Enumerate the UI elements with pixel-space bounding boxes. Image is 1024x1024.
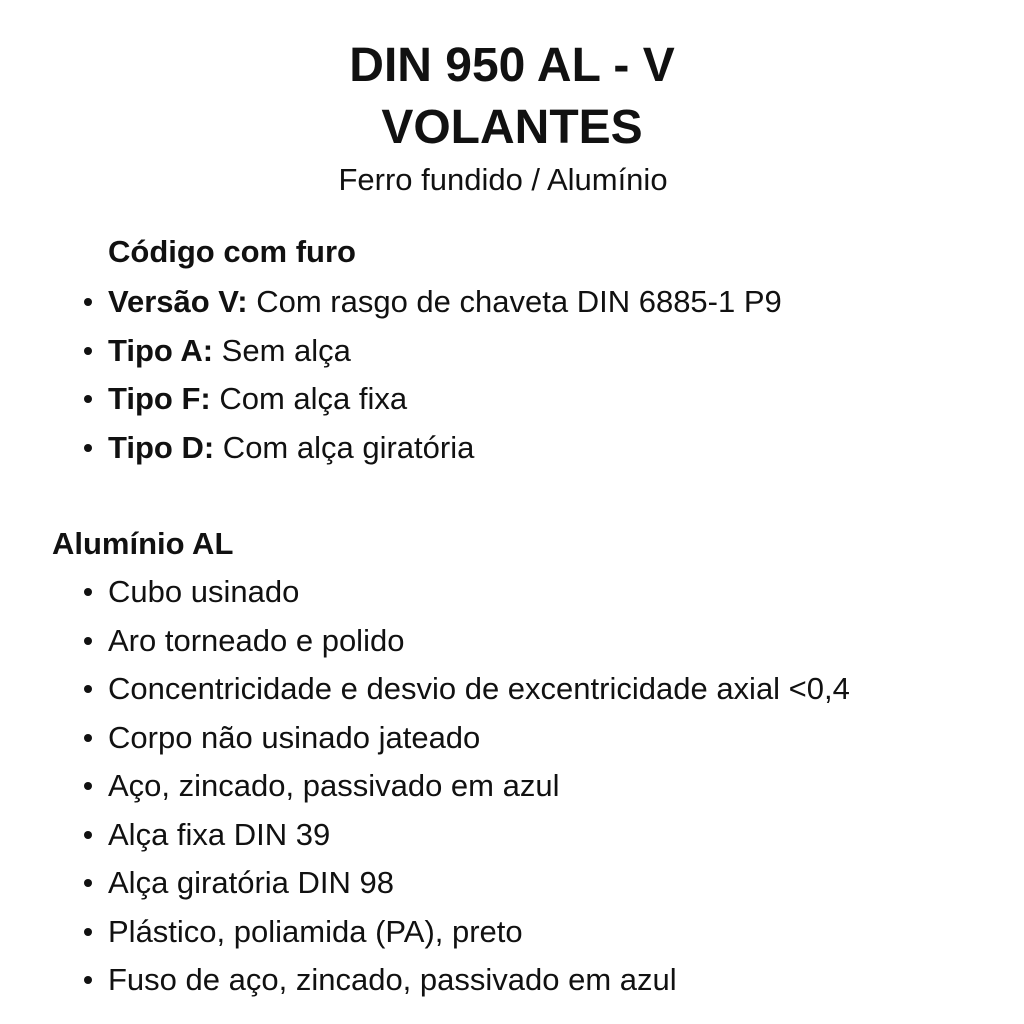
aluminio-list: [0, 574, 1024, 1011]
list-item: [0, 720, 1024, 769]
item-text: Aro torneado e polido: [108, 622, 405, 658]
item-label: Versão V:: [108, 284, 248, 319]
bullet-icon: [84, 928, 92, 936]
page-title-line-2: VOLANTES: [381, 101, 643, 154]
bullet-icon: [84, 588, 92, 596]
list-item: [0, 768, 1024, 817]
page-subtitle: Ferro fundido / Alumínio: [338, 162, 668, 197]
list-item: [0, 671, 1024, 720]
item-text: Alça giratória DIN 98: [108, 865, 395, 900]
item-label: Tipo A:: [108, 332, 214, 368]
item-text: Fuso de aço, zincado, passivado em azul: [108, 962, 677, 997]
section-heading-aluminio: Alumínio AL: [52, 526, 234, 561]
item-text: Com rasgo de chaveta DIN 6885-1 P9: [247, 284, 782, 319]
item-text: Cubo usinado: [108, 574, 300, 609]
item-text: Sem alça: [213, 332, 351, 368]
page-title-line-1: DIN 950 AL - V: [349, 39, 675, 92]
item-text: Com alça giratória: [214, 429, 475, 465]
list-item: [0, 333, 1024, 382]
item-text: Corpo não usinado jateado: [108, 719, 481, 755]
bullet-icon: [84, 976, 92, 984]
bullet-icon: [84, 298, 92, 306]
bullet-icon: [84, 879, 92, 887]
list-item: [0, 623, 1024, 672]
list-item: [0, 284, 1024, 333]
list-item: [0, 381, 1024, 430]
item-text: Com alça fixa: [210, 381, 408, 416]
item-label: Tipo F:: [108, 381, 211, 416]
list-item: [0, 817, 1024, 866]
item-text: Alça fixa DIN 39: [108, 816, 331, 852]
bullet-icon: [84, 734, 92, 742]
bullet-icon: [84, 395, 92, 403]
list-item: [0, 574, 1024, 623]
list-item: [0, 865, 1024, 914]
section-heading-codigo: Código com furo: [108, 234, 356, 269]
bullet-icon: [84, 637, 92, 645]
list-item: [0, 430, 1024, 479]
item-text: Plástico, poliamida (PA), preto: [108, 913, 523, 949]
codigo-list: [0, 284, 1024, 478]
bullet-icon: [84, 444, 92, 452]
item-text: Aço, zincado, passivado em azul: [108, 768, 560, 803]
item-label: Tipo D:: [108, 429, 215, 465]
bullet-icon: [84, 782, 92, 790]
item-text: Concentricidade e desvio de excentricidade axial <0,4: [108, 671, 850, 706]
bullet-icon: [84, 831, 92, 839]
bullet-icon: [84, 347, 92, 355]
bullet-icon: [84, 685, 92, 693]
list-item: [0, 962, 1024, 1011]
list-item: [0, 914, 1024, 963]
